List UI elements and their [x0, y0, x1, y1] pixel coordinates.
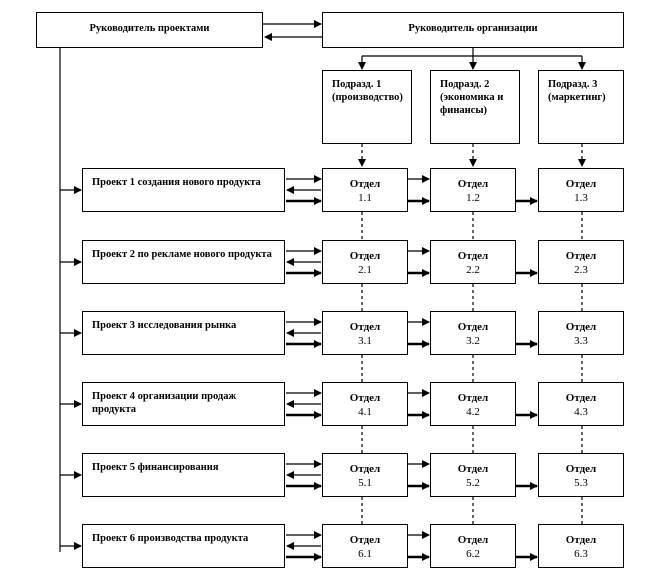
project-6-box — [82, 524, 285, 568]
dept-number: 5.1 — [358, 477, 372, 489]
dept-word: Отдел — [565, 178, 597, 190]
dept-number: 6.1 — [358, 548, 372, 560]
dept-number: 5.3 — [574, 477, 588, 489]
dept-6-2-label — [431, 533, 515, 561]
dept-1-3-box — [538, 168, 624, 212]
dept-number: 4.2 — [466, 406, 480, 418]
project-5-box — [82, 453, 285, 497]
project-6-label: Проект 6 производства продукта — [92, 533, 249, 544]
dept-5-2-box — [430, 453, 516, 497]
dept-number: 3.2 — [466, 335, 480, 347]
dept-number: 1.1 — [358, 192, 372, 204]
dept-word: Отдел — [565, 250, 597, 262]
dept-word: Отдел — [565, 463, 597, 475]
dept-number: 2.3 — [574, 264, 588, 276]
dept-5-2-label — [431, 462, 515, 490]
dept-number: 4.3 — [574, 406, 588, 418]
dept-number: 1.3 — [574, 192, 588, 204]
org-head-label: Руководитель организации — [408, 23, 538, 34]
dept-5-1-box — [322, 453, 408, 497]
dept-3-1-box — [322, 311, 408, 355]
dept-word: Отдел — [457, 250, 489, 262]
dept-2-2-label — [431, 249, 515, 277]
dept-word: Отдел — [565, 534, 597, 546]
division-3-label: Подразд. 3 (маркетинг) — [548, 79, 606, 103]
dept-5-3-box — [538, 453, 624, 497]
dept-4-2-box — [430, 382, 516, 426]
dept-number: 3.3 — [574, 335, 588, 347]
dept-number: 6.2 — [466, 548, 480, 560]
dept-2-3-label — [539, 249, 623, 277]
project-manager-label: Руководитель проектами — [89, 23, 210, 34]
dept-word: Отдел — [457, 321, 489, 333]
dept-number: 1.2 — [466, 192, 480, 204]
dept-word: Отдел — [457, 178, 489, 190]
dept-word: Отдел — [349, 534, 381, 546]
division-1-box — [322, 70, 412, 144]
dept-number: 2.2 — [466, 264, 480, 276]
dept-6-3-label — [539, 533, 623, 561]
dept-6-1-label — [323, 533, 407, 561]
dept-3-3-box — [538, 311, 624, 355]
dept-4-1-box — [322, 382, 408, 426]
dept-word: Отдел — [349, 321, 381, 333]
dept-3-3-label — [539, 320, 623, 348]
dept-number: 6.3 — [574, 548, 588, 560]
project-1-box — [82, 168, 285, 212]
dept-word: Отдел — [457, 463, 489, 475]
dept-word: Отдел — [565, 321, 597, 333]
project-4-label: Проект 4 организации продаж продукта — [92, 391, 237, 415]
dept-4-1-label — [323, 391, 407, 419]
division-3-box — [538, 70, 624, 144]
dept-5-1-label — [323, 462, 407, 490]
dept-1-3-label — [539, 177, 623, 205]
dept-word: Отдел — [457, 392, 489, 404]
org-head-box — [322, 12, 624, 48]
dept-1-2-label — [431, 177, 515, 205]
dept-1-1-box — [322, 168, 408, 212]
dept-number: 5.2 — [466, 477, 480, 489]
dept-4-3-label — [539, 391, 623, 419]
division-2-box — [430, 70, 520, 144]
dept-2-1-box — [322, 240, 408, 284]
project-5-label: Проект 5 финансирования — [92, 462, 219, 473]
dept-3-2-label — [431, 320, 515, 348]
project-manager-box — [36, 12, 263, 48]
dept-number: 4.1 — [358, 406, 372, 418]
division-1-label: Подразд. 1 (производство) — [332, 79, 403, 103]
division-2-label: Подразд. 2 (экономика и финансы) — [440, 79, 504, 116]
dept-number: 3.1 — [358, 335, 372, 347]
dept-6-2-box — [430, 524, 516, 568]
dept-2-1-label — [323, 249, 407, 277]
dept-word: Отдел — [349, 392, 381, 404]
dept-5-3-label — [539, 462, 623, 490]
dept-6-3-box — [538, 524, 624, 568]
project-4-box — [82, 382, 285, 426]
dept-3-2-box — [430, 311, 516, 355]
dept-4-2-label — [431, 391, 515, 419]
dept-word: Отдел — [565, 392, 597, 404]
project-2-label: Проект 2 по рекламе нового продукта — [92, 249, 272, 260]
project-1-label: Проект 1 создания нового продукта — [92, 177, 261, 188]
dept-word: Отдел — [349, 250, 381, 262]
dept-2-2-box — [430, 240, 516, 284]
project-3-label: Проект 3 исследования рынка — [92, 320, 237, 331]
dept-1-2-box — [430, 168, 516, 212]
project-2-box — [82, 240, 285, 284]
dept-word: Отдел — [349, 463, 381, 475]
dept-2-3-box — [538, 240, 624, 284]
dept-word: Отдел — [457, 534, 489, 546]
dept-6-1-box — [322, 524, 408, 568]
project-3-box — [82, 311, 285, 355]
dept-number: 2.1 — [358, 264, 372, 276]
dept-4-3-box — [538, 382, 624, 426]
dept-word: Отдел — [349, 178, 381, 190]
dept-1-1-label — [323, 177, 407, 205]
dept-3-1-label — [323, 320, 407, 348]
